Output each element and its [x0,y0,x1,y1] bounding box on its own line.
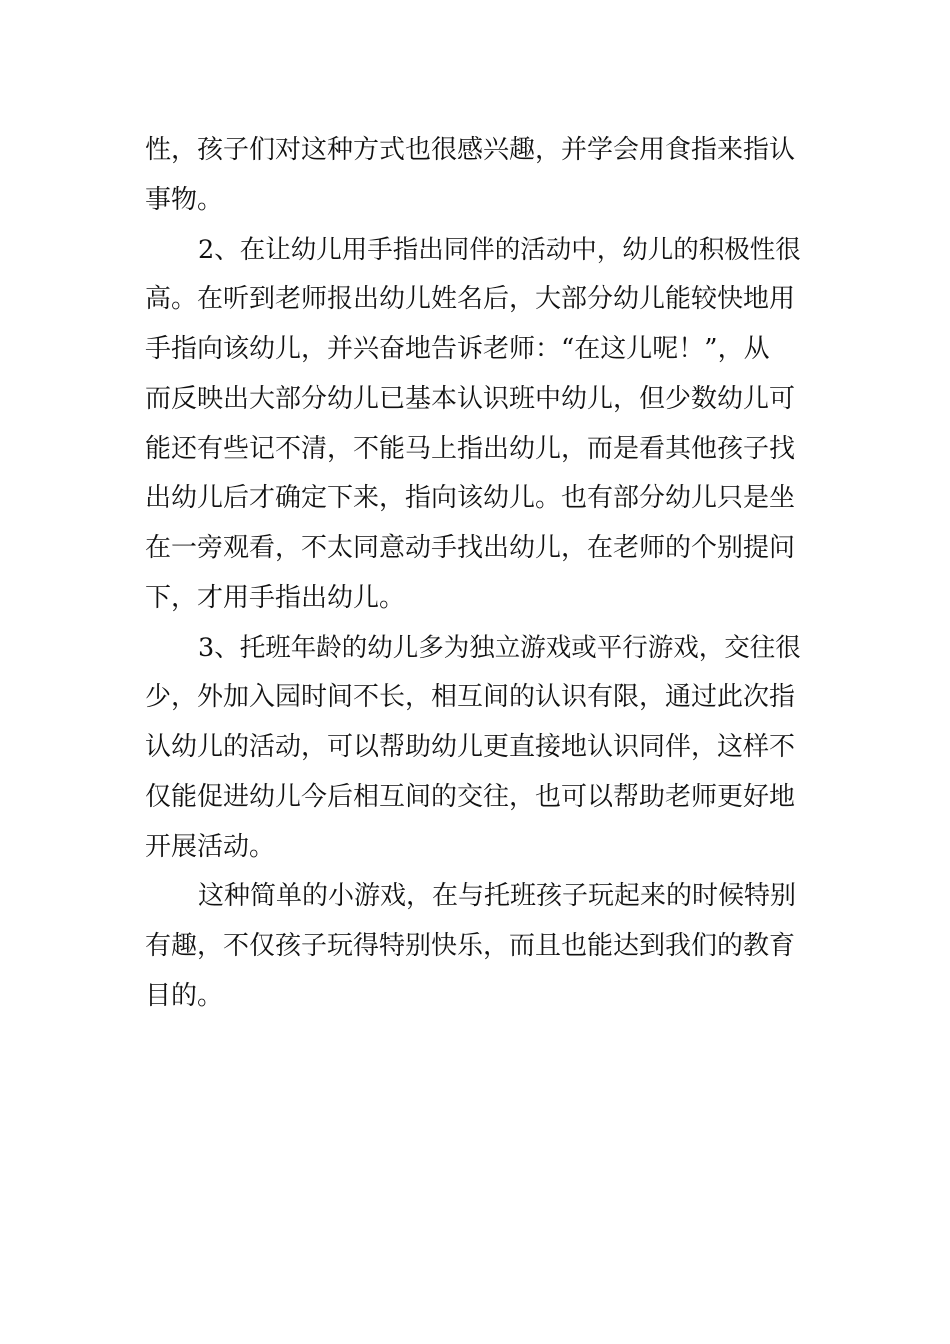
text-line: 出幼儿后才确定下来，指向该幼儿。也有部分幼儿只是坐 [145,483,796,513]
text-line: 目的。 [145,981,224,1011]
text-line: 有趣，不仅孩子玩得特别快乐，而且也能达到我们的教育 [145,931,796,961]
text-line: 仅能促进幼儿今后相互间的交往，也可以帮助老师更好地 [145,782,796,812]
text-line: 3、托班年龄的幼儿多为独立游戏或平行游戏，交往很 [198,633,801,663]
text-line: 事物。 [145,185,224,215]
text-line: 2、在让幼儿用手指出同伴的活动中，幼儿的积极性很 [198,235,801,265]
text-line: 手指向该幼儿，并兴奋地告诉老师：“在这儿呢！”，从 [145,334,770,364]
text-line: 在一旁观看，不太同意动手找出幼儿，在老师的个别提问 [145,533,796,563]
text-line: 认幼儿的活动，可以帮助幼儿更直接地认识同伴，这样不 [145,732,796,762]
text-line: 而反映出大部分幼儿已基本认识班中幼儿，但少数幼儿可 [145,384,796,414]
text-line: 下，才用手指出幼儿。 [145,583,406,613]
text-line: 开展活动。 [145,832,276,862]
text-line: 高。在听到老师报出幼儿姓名后，大部分幼儿能较快地用 [145,284,796,314]
text-line: 能还有些记不清，不能马上指出幼儿，而是看其他孩子找 [145,434,796,464]
text-line: 性，孩子们对这种方式也很感兴趣，并学会用食指来指认 [145,135,796,165]
text-line: 少，外加入园时间不长，相互间的认识有限，通过此次指 [145,682,796,712]
text-line: 这种简单的小游戏，在与托班孩子玩起来的时候特别 [198,881,797,911]
